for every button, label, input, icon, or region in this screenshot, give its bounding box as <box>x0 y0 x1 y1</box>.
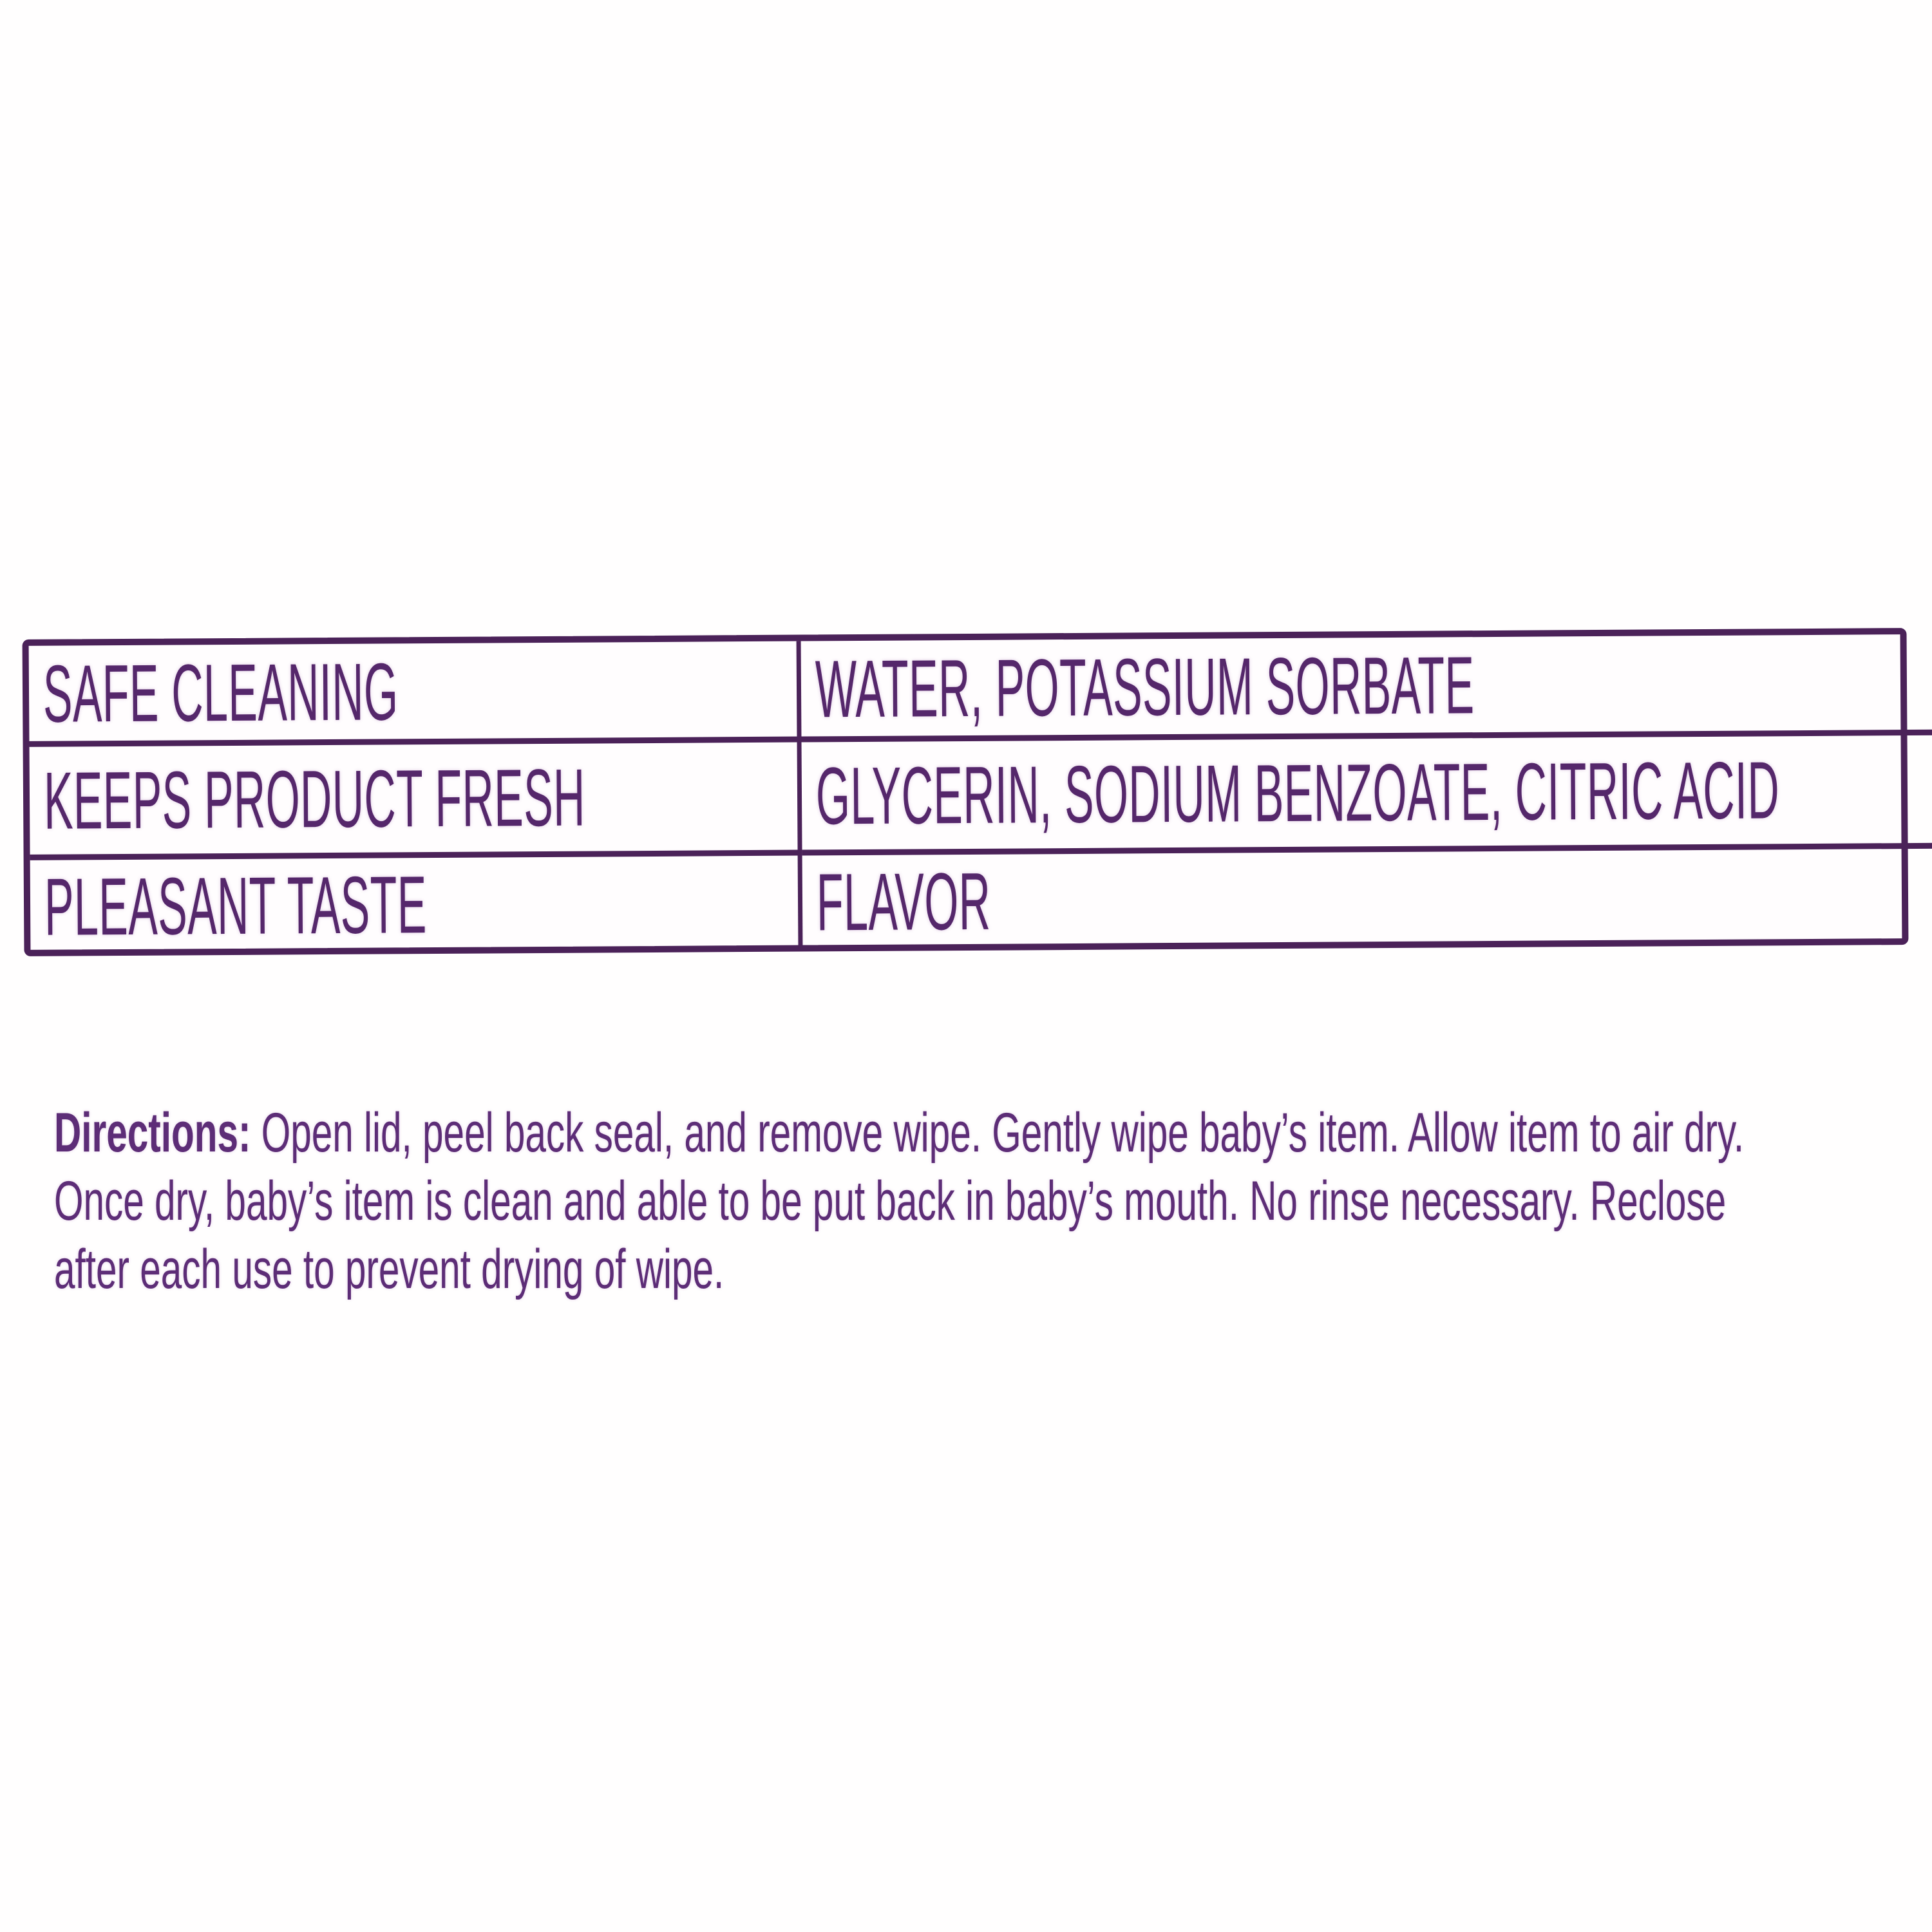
benefit-text: PLEASANT TASTE <box>44 859 428 952</box>
ingredients-text: GLYCERIN, SODIUM BENZOATE, CITRIC ACID <box>815 744 1780 842</box>
ingredients-text: FLAVOR <box>816 855 991 948</box>
benefit-cell-row1 <box>29 641 802 741</box>
directions-line3-text: after each use to prevent drying of wipe. <box>54 1238 724 1300</box>
ingredients-cell-row1 <box>801 630 1932 736</box>
directions-line-1 <box>54 1099 1932 1167</box>
benefit-cell-row2 <box>29 737 802 855</box>
directions-label: Directions: <box>54 1102 251 1164</box>
benefits-ingredients-table <box>23 628 1909 956</box>
directions-paragraph <box>54 1099 1932 1303</box>
directions-line-2 <box>54 1167 1932 1235</box>
benefit-text: KEEPS PRODUCT FRESH <box>43 752 586 846</box>
directions-line-3 <box>54 1235 1932 1303</box>
ingredients-cell-row2 <box>801 725 1932 849</box>
benefit-cell-row3 <box>30 850 803 954</box>
ingredients-text: WATER, POTASSIUM SORBATE <box>815 639 1475 734</box>
benefit-text: SAFE CLEANING <box>43 645 399 739</box>
directions-line1-text: Open lid, peel back seal, and remove wipe. Gently wipe baby’s item. Allow item to air dry. <box>251 1102 1745 1164</box>
ingredients-cell-row3 <box>802 838 1932 949</box>
directions-line2-text: Once dry, baby’s item is clean and able to be put back in baby’s mouth. No rinse necessary. Reclose <box>54 1170 1727 1232</box>
